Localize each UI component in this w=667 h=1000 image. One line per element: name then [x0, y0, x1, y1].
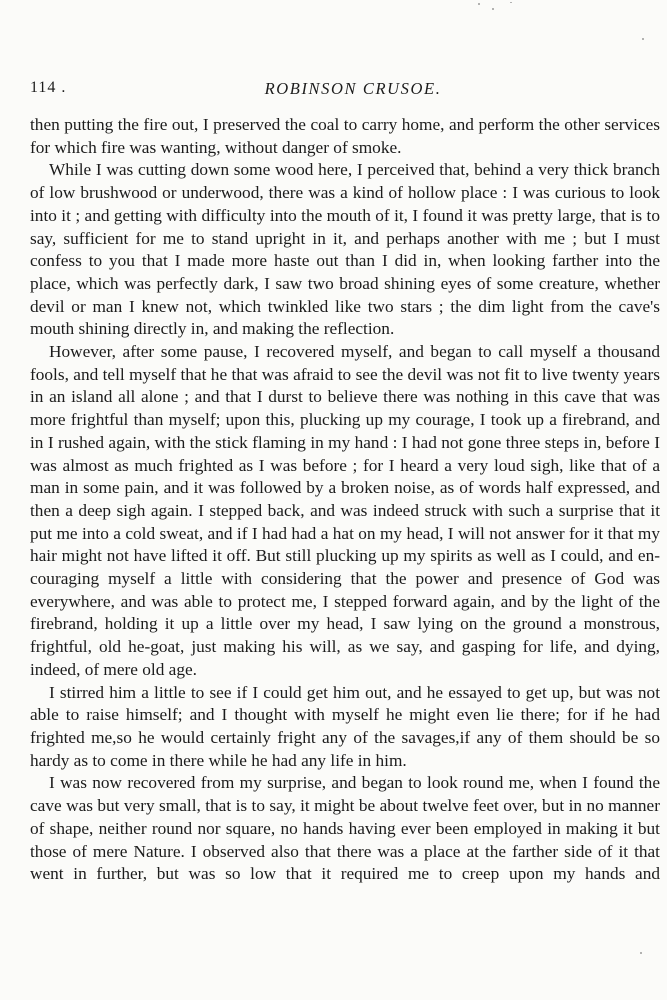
page-number: 114 .	[30, 79, 67, 96]
paragraph: However, after some pause, I recovered myself, and began to call myself a thousand fools, and tell myself that he that was afraid to see the devil was not fit to live twenty years in an island all alone ; and that I durst to believe there was nothing in this cave that was more frightful than myself; upon this, plucking up my courage, I took up a firebrand, and in I rushed again, with the stick flaming in my hand : I had not gone three steps in, before I was almost as much frighted as I was before ; for I heard a very loud sigh, like that of a man in some pain, and it was followed by a broken noise, as of words half expressed, and then a deep sigh again. I stepped back, and was indeed struck with such a surprise that it put me into a cold sweat, and if I had had a hat on my head, I will not answer for it that my hair might not have lifted it off. But still plucking up my spirits as well as I could, and en-couraging myself a little with considering that the power and presence of God was everywhere, and was able to protect me, I stepped forward again, and by the light of the firebrand, holding it up a little over my head, I saw lying on the ground a monstrous, frightful, old he-goat, just making his will, as we say, and gasping for life, and dying, indeed, of mere old age.	[30, 342, 660, 679]
print-speck	[510, 2, 512, 3]
print-speck	[492, 8, 494, 10]
paragraph: I was now recovered from my surprise, and began to look round me, when I found the cave was but very small, that is to say, it might be about twelve feet over, but in no manner of shape, neither round nor square, no hands having ever been employed in making it but those of mere Nature. I observed also that there was a place at the farther side of it that went in further, but was so low that it required me to creep upon my hands and	[30, 773, 660, 884]
body-text	[30, 114, 660, 886]
running-title: ROBINSON CRUSOE.	[264, 79, 442, 98]
paragraph: I stirred him a little to see if I could get him out, and he essayed to get up, but was not able to raise himself; and I thought with myself he might even lie there; for if he had frighted me,so he would certainly fright any of the savages,if any of them should be so hardy as to come in there while he had any life in him.	[30, 682, 660, 770]
print-speck	[642, 38, 644, 40]
paragraph: then putting the fire out, I preserved the coal to carry home, and perform the other services for which fire was wanting, without danger of smoke.	[30, 115, 660, 157]
page-header	[30, 79, 660, 105]
print-speck	[478, 3, 480, 5]
print-speck	[640, 952, 642, 954]
paragraph: While I was cutting down some wood here, I perceived that, behind a very thick branch of low brushwood or underwood, there was a kind of hollow place : I was curious to look into it ; and getting with difficulty into the mouth of it, I found it was pretty large, that is to say, sufficient for me to stand upright in it, and perhaps another with me ; but I must confess to you that I made more haste out than I did in, when looking farther into the place, which was perfectly dark, I saw two broad shining eyes of some creature, whether devil or man I knew not, which twinkled like two stars ; the dim light from the cave's mouth shining directly in, and making the reflection.	[30, 160, 660, 339]
